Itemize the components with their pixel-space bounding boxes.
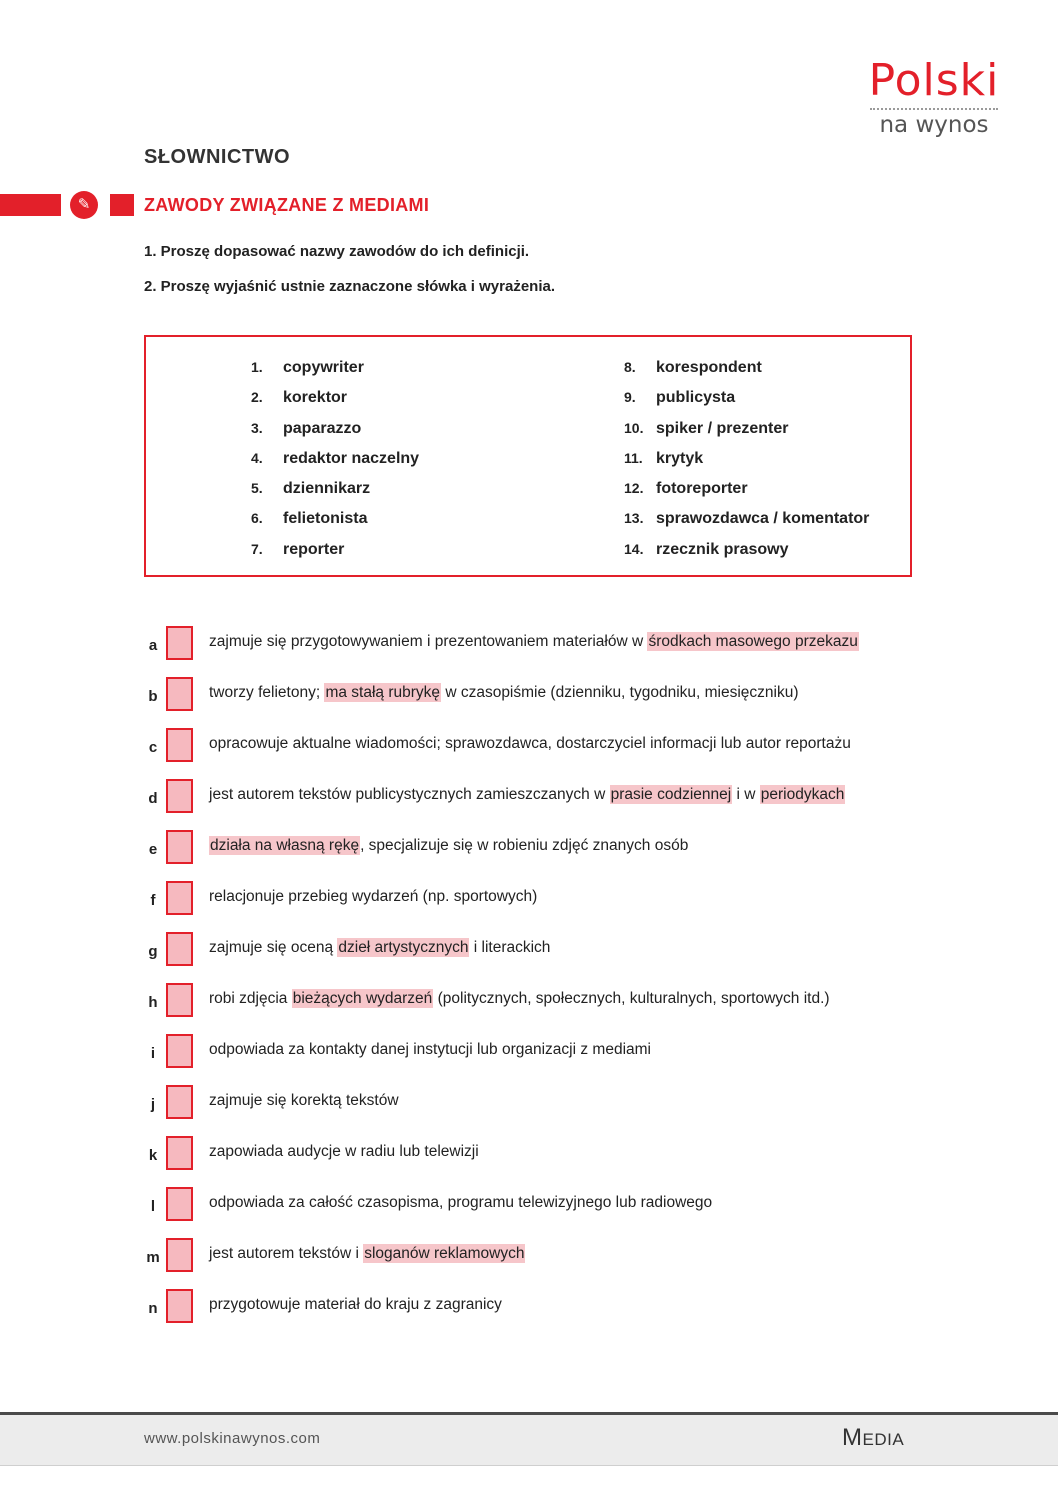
word-number: 12. bbox=[624, 480, 644, 497]
definition-letter: b bbox=[148, 688, 158, 705]
definition-text bbox=[209, 1143, 479, 1161]
definition-text bbox=[209, 1245, 525, 1263]
definition-letter: n bbox=[148, 1300, 158, 1317]
definition-fragment: zajmuje się korektą tekstów bbox=[209, 1092, 399, 1109]
definition-fragment: relacjonuje przebieg wydarzeń (np. sportowych) bbox=[209, 888, 538, 905]
word-label: spiker / prezenter bbox=[656, 419, 789, 437]
instruction-2: 2. Proszę wyjaśnić ustnie zaznaczone słówka i wyrażenia. bbox=[144, 278, 555, 295]
definition-row bbox=[144, 878, 924, 929]
definition-row bbox=[144, 1082, 924, 1133]
answer-box[interactable] bbox=[166, 626, 193, 660]
definition-row bbox=[144, 827, 924, 878]
definition-row bbox=[144, 674, 924, 725]
word-bank-item bbox=[251, 478, 419, 508]
exercise-subtitle: ZAWODY ZWIĄZANE Z MEDIAMI bbox=[144, 195, 430, 215]
word-bank-box bbox=[144, 335, 912, 577]
decorative-bar-left bbox=[0, 194, 61, 216]
word-number: 11. bbox=[624, 449, 643, 466]
highlighted-phrase: prasie codziennej bbox=[610, 786, 732, 803]
word-label: korespondent bbox=[656, 359, 762, 376]
definition-letter: h bbox=[148, 994, 158, 1011]
word-number: 1. bbox=[251, 359, 263, 375]
definition-text bbox=[209, 939, 550, 957]
footer-url[interactable]: www.polskinawynos.com bbox=[144, 1430, 321, 1447]
word-number: 3. bbox=[251, 419, 263, 436]
word-bank-item bbox=[251, 508, 419, 538]
definition-letter: d bbox=[148, 790, 158, 807]
word-number: 10. bbox=[624, 419, 644, 436]
logo-sub-text: na wynos bbox=[879, 112, 989, 138]
section-title: SŁOWNICTWO bbox=[144, 146, 291, 168]
definition-row bbox=[144, 776, 924, 827]
definition-fragment: zapowiada audycje w radiu lub telewizji bbox=[209, 1143, 479, 1160]
definition-fragment: odpowiada za całość czasopisma, programu telewizyjnego lub radiowego bbox=[209, 1194, 713, 1211]
highlighted-phrase: dzieł artystycznych bbox=[338, 939, 469, 956]
word-bank-item bbox=[624, 418, 869, 448]
answer-box[interactable] bbox=[166, 1187, 193, 1221]
word-label: krytyk bbox=[656, 449, 704, 467]
word-number: 7. bbox=[251, 540, 263, 557]
definition-fragment: w czasopiśmie (dzienniku, tygodniku, miesięczniku) bbox=[441, 684, 799, 701]
definition-text bbox=[209, 837, 688, 855]
answer-box[interactable] bbox=[166, 932, 193, 966]
definition-row bbox=[144, 1184, 924, 1235]
answer-box[interactable] bbox=[166, 1034, 193, 1068]
definition-row bbox=[144, 929, 924, 980]
logo-main-text: Polski bbox=[868, 55, 1000, 106]
answer-box[interactable] bbox=[166, 728, 193, 762]
definition-row bbox=[144, 1133, 924, 1184]
answer-box[interactable] bbox=[166, 881, 193, 915]
definition-row bbox=[144, 725, 924, 776]
definition-letter: f bbox=[150, 892, 156, 909]
word-bank-item bbox=[251, 418, 419, 448]
definition-row bbox=[144, 1235, 924, 1286]
word-bank-item bbox=[624, 448, 869, 478]
highlighted-phrase: sloganów reklamowych bbox=[364, 1245, 525, 1262]
definition-fragment: zajmuje się oceną bbox=[209, 939, 338, 956]
definition-text bbox=[209, 1092, 399, 1110]
highlighted-phrase: bieżących wydarzeń bbox=[292, 990, 433, 1007]
word-bank-item bbox=[624, 508, 869, 538]
answer-box[interactable] bbox=[166, 779, 193, 813]
word-number: 5. bbox=[251, 480, 263, 497]
highlighted-phrase: ma stałą rubrykę bbox=[325, 684, 441, 701]
word-label: copywriter bbox=[283, 359, 364, 376]
definition-fragment: jest autorem tekstów i bbox=[209, 1245, 364, 1262]
word-label: publicysta bbox=[656, 389, 736, 407]
word-label: reporter bbox=[283, 540, 345, 558]
answer-box[interactable] bbox=[166, 677, 193, 711]
word-number: 8. bbox=[624, 359, 636, 375]
definition-fragment: , specjalizuje się w robieniu zdjęć znanych osób bbox=[360, 837, 689, 854]
answer-box[interactable] bbox=[166, 983, 193, 1017]
word-label: paparazzo bbox=[283, 419, 362, 437]
definition-letter: c bbox=[148, 739, 158, 756]
definition-letter: j bbox=[150, 1096, 156, 1113]
definition-fragment: jest autorem tekstów publicystycznych zamieszczanych w bbox=[209, 786, 610, 803]
definition-letter: k bbox=[148, 1147, 158, 1164]
definition-text bbox=[209, 990, 830, 1008]
definition-letter: l bbox=[150, 1198, 156, 1215]
definition-row bbox=[144, 1031, 924, 1082]
word-label: korektor bbox=[283, 389, 348, 407]
definition-letter: g bbox=[148, 943, 158, 960]
definition-row bbox=[144, 623, 924, 674]
word-bank-item bbox=[251, 387, 419, 417]
answer-box[interactable] bbox=[166, 1238, 193, 1272]
brand-logo bbox=[868, 56, 1000, 140]
highlighted-phrase: periodykach bbox=[760, 786, 845, 803]
word-bank-item bbox=[624, 387, 869, 417]
definition-text bbox=[209, 1194, 712, 1212]
highlighted-phrase: środkach masowego przekazu bbox=[648, 633, 858, 650]
definition-text bbox=[209, 1041, 651, 1059]
word-number: 6. bbox=[251, 510, 263, 527]
word-bank-item bbox=[624, 478, 869, 508]
word-bank-right-column bbox=[624, 357, 869, 569]
answer-box[interactable] bbox=[166, 1136, 193, 1170]
definition-fragment: przygotowuje materiał do kraju z zagranicy bbox=[209, 1296, 502, 1313]
word-number: 14. bbox=[624, 540, 644, 557]
answer-box[interactable] bbox=[166, 1289, 193, 1323]
word-label: rzecznik prasowy bbox=[656, 540, 789, 558]
answer-box[interactable] bbox=[166, 1085, 193, 1119]
word-bank-left-column bbox=[251, 357, 419, 569]
definition-letter: m bbox=[146, 1249, 160, 1266]
definition-letter: i bbox=[150, 1045, 156, 1062]
definition-letter: e bbox=[148, 841, 158, 858]
word-bank-item bbox=[624, 357, 869, 387]
definition-fragment: robi zdjęcia bbox=[209, 990, 292, 1007]
definition-fragment: zajmuje się przygotowywaniem i prezentowaniem materiałów w bbox=[209, 633, 648, 650]
word-bank-item bbox=[251, 357, 419, 387]
word-bank-item bbox=[251, 448, 419, 478]
word-label: redaktor naczelny bbox=[283, 449, 420, 467]
definition-fragment: odpowiada za kontakty danej instytucji lub organizacji z mediami bbox=[209, 1041, 651, 1058]
word-label: fotoreporter bbox=[656, 480, 748, 498]
highlighted-phrase: działa na własną rękę bbox=[210, 837, 360, 854]
word-label: felietonista bbox=[283, 510, 368, 528]
word-number: 9. bbox=[624, 389, 636, 406]
definition-fragment: opracowuje aktualne wiadomości; sprawozdawca, dostarczyciel informacji lub autor reportażu bbox=[209, 735, 851, 752]
word-bank-item bbox=[624, 539, 869, 569]
definitions-list bbox=[144, 623, 924, 1337]
definition-text bbox=[209, 786, 845, 804]
word-bank-item bbox=[251, 539, 419, 569]
definition-text bbox=[209, 1296, 502, 1314]
definition-text bbox=[209, 735, 851, 753]
word-label: dziennikarz bbox=[283, 480, 371, 498]
word-number: 13. bbox=[624, 510, 644, 527]
decorative-bar-small bbox=[110, 194, 134, 216]
definition-fragment: i w bbox=[732, 786, 760, 803]
footer-topic: Media bbox=[842, 1424, 905, 1451]
definition-letter: a bbox=[148, 637, 158, 654]
definition-text bbox=[209, 633, 859, 651]
definition-row bbox=[144, 980, 924, 1031]
word-label: sprawozdawca / komentator bbox=[656, 510, 870, 528]
word-number: 4. bbox=[251, 449, 263, 466]
instruction-1: 1. Proszę dopasować nazwy zawodów do ich definicji. bbox=[144, 243, 530, 260]
definition-row bbox=[144, 1286, 924, 1337]
word-number: 2. bbox=[251, 389, 263, 406]
definition-fragment: tworzy felietony; bbox=[209, 684, 325, 701]
speech-bubble-icon: ✎ bbox=[70, 191, 98, 219]
definition-fragment: i literackich bbox=[469, 939, 551, 956]
definition-fragment: (politycznych, społecznych, kulturalnych, sportowych itd.) bbox=[433, 990, 830, 1007]
definition-text bbox=[209, 888, 537, 906]
answer-box[interactable] bbox=[166, 830, 193, 864]
definition-text bbox=[209, 684, 799, 702]
